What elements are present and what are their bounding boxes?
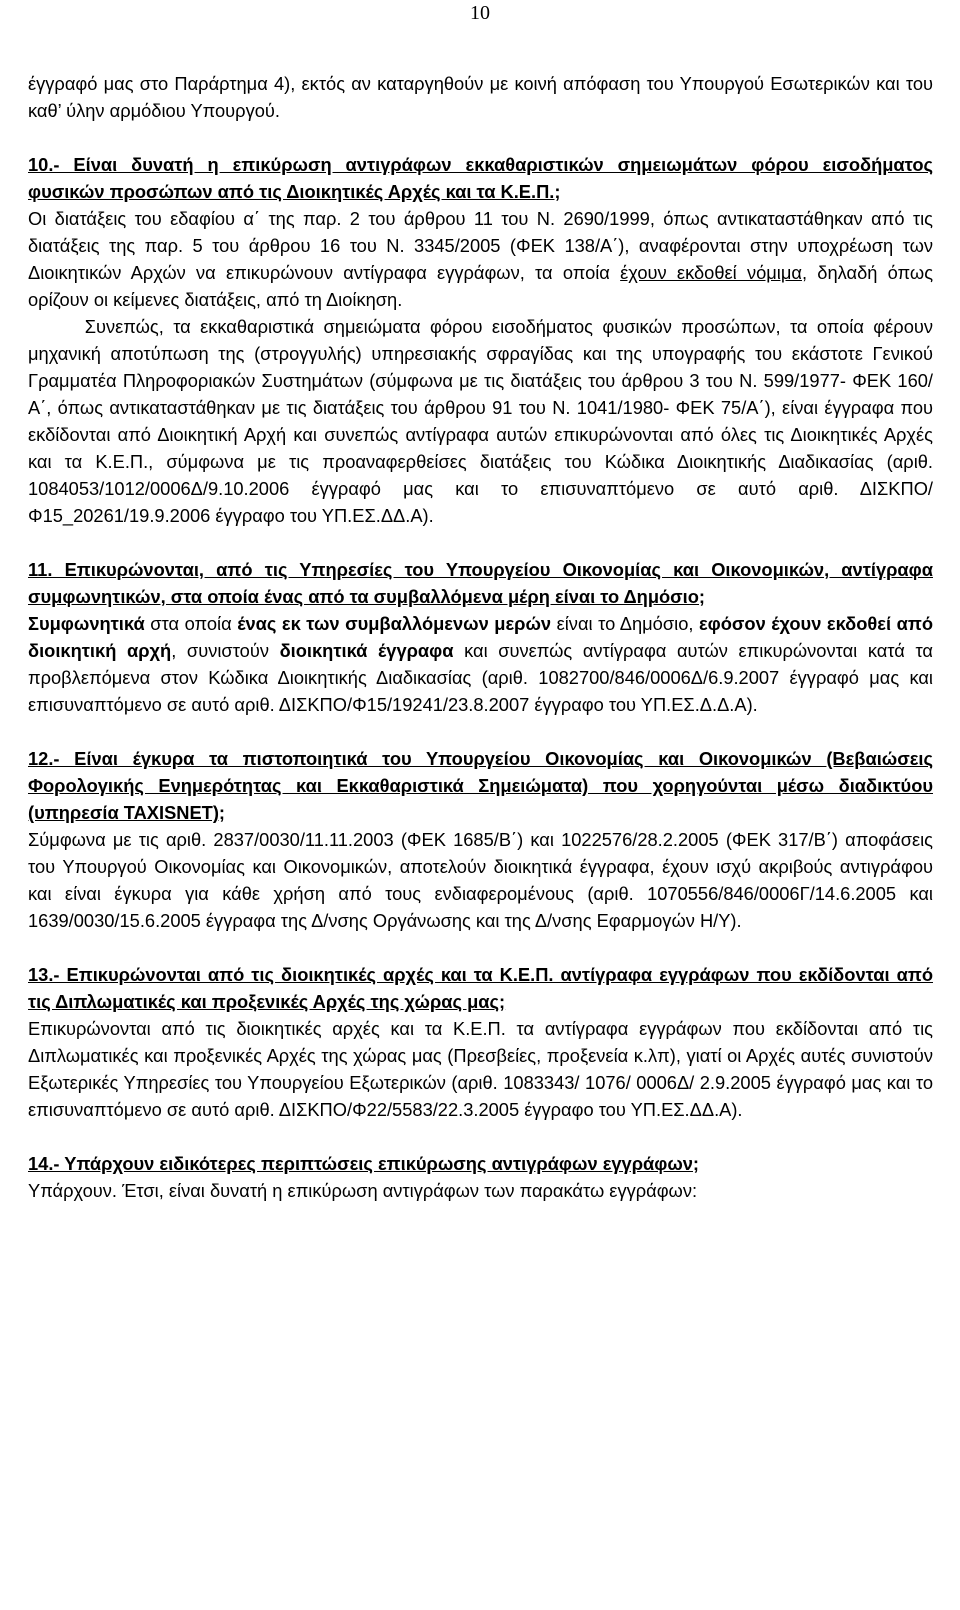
section-11-text-3: , συνιστούν (171, 640, 280, 661)
section-13-paragraph: Επικυρώνονται από τις διοικητικές αρχές και τα Κ.Ε.Π. τα αντίγραφα εγγράφων που εκδίδονται από τις Διπλωματικές και προξενικές Αρχές της χώρας μας (Πρεσβείες, προξενεία κ.λπ), γιατί οι Αρχές αυτές συνιστούν Εξωτερικές Υπηρεσίες του Υπουργείου Εξωτερικών (αριθ. 1083343/ 1076/ 0006Δ/ 2.9.2005 έγγραφό μας και το επισυναπτόμενο σε αυτό αριθ. ΔΙΣΚΠΟ/Φ22/5583/22.3.2005 έγγραφο του ΥΠ.ΕΣ.ΔΔ.Α). (28, 1018, 933, 1120)
section-11-bold-4: διοικητικά έγγραφα (279, 640, 454, 661)
section-11-paragraph (28, 610, 933, 718)
section-11-bold-3: εφόσον έχουν εκδοθεί από διοικητική αρχή (28, 613, 933, 661)
section-10-paragraph-1 (28, 205, 933, 313)
section-10-heading: 10.- Είναι δυνατή η επικύρωση αντιγράφων εκκαθαριστικών σημειωμάτων φόρου εισοδήματος φυσικών προσώπων από τις Διοικητικές Αρχές και τα Κ.Ε.Π.; (28, 154, 933, 202)
section-14-heading: 14.- Υπάρχουν ειδικότερες περιπτώσεις επικύρωσης αντιγράφων εγγράφων; (28, 1153, 700, 1174)
section-11-heading: 11. Επικυρώνονται, από τις Υπηρεσίες του Υπουργείου Οικονομίας και Οικονομικών, αντίγραφα συμφωνητικών, στα οποία ένας από τα συμβαλλόμενα μέρη είναι το Δημόσιο; (28, 559, 933, 607)
section-10-p1-underlined: έχουν εκδοθεί νόμιμα (620, 262, 802, 283)
section-11-bold-2: ένας εκ των συμβαλλόμενων μερών (237, 613, 552, 634)
section-11-text-2: είναι το Δημόσιο, (551, 613, 699, 634)
section-11-text-4: και συνεπώς αντίγραφα αυτών επικυρώνονται κατά τα προβλεπόμενα στον Κώδικα Διοικητικής Διαδικασίας (αριθ. 1082700/846/0006Δ/6.9.2007 έγγραφό μας και επισυναπτόμενο σε αυτό αριθ. ΔΙΣΚΠΟ/Φ15/19241/23.8.2007 έγγραφο του ΥΠ.ΕΣ.Δ.Δ.Α). (28, 640, 933, 715)
section-14-paragraph: Υπάρχουν. Έτσι, είναι δυνατή η επικύρωση αντιγράφων των παρακάτω εγγράφων: (28, 1180, 698, 1201)
section-10-paragraph-2: Συνεπώς, τα εκκαθαριστικά σημειώματα φόρου εισοδήματος φυσικών προσώπων, τα οποία φέρουν μηχανική αποτύπωση της (στρογγυλής) υπηρεσιακής σφραγίδας και της υπογραφής του εκάστοτε Γενικού Γραμματέα Πληροφοριακών Συστημάτων (σύμφωνα με τις διατάξεις του άρθρου 3 του Ν. 599/1977- ΦΕΚ 160/Α΄, όπως αντικαταστάθηκαν με τις διατάξεις του άρθρου 91 του Ν. 1041/1980- ΦΕΚ 75/Α΄), είναι έγγραφα που εκδίδονται από Διοικητική Αρχή και συνεπώς αντίγραφα αυτών επικυρώνονται από όλες τις Διοικητικές Αρχές και τα Κ.Ε.Π., σύμφωνα με τις προαναφερθείσες διατάξεις του Κώδικα Διοικητικής Διαδικασίας (αριθ. 1084053/1012/0006Δ/9.10.2006 έγγραφό μας και το επισυναπτόμενο σε αυτό αριθ. ΔΙΣΚΠΟ/Φ15_20261/19.9.2006 έγγραφο του ΥΠ.ΕΣ.ΔΔ.Α). (28, 316, 933, 526)
section-10-p1-text-end: , δηλαδή όπως ορίζουν οι κείμενες διατάξεις, από τη Διοίκηση. (28, 262, 933, 310)
section-12-paragraph: Σύμφωνα με τις αριθ. 2837/0030/11.11.2003 (ΦΕΚ 1685/Β΄) και 1022576/28.2.2005 (ΦΕΚ 317/Β΄) αποφάσεις του Υπουργού Οικονομίας και Οικονομικών, αποτελούν διοικητικά έγγραφα, έχουν ισχύ ακριβούς αντιγράφου και είναι έγκυρα για κάθε χρήση από τους ενδιαφερομένους (αριθ. 1070556/846/0006Γ/14.6.2005 και 1639/0030/15.6.2005 έγγραφα της Δ/νσης Οργάνωσης και της Δ/νσης Εφαρμογών Η/Υ). (28, 829, 933, 931)
section-13-heading: 13.- Επικυρώνονται από τις διοικητικές αρχές και τα Κ.Ε.Π. αντίγραφα εγγράφων που εκδίδονται από τις Διπλωματικές και προξενικές Αρχές της χώρας μας; (28, 964, 933, 1012)
section-11-bold-1: Συμφωνητικά (28, 613, 145, 634)
section-12-heading: 12.- Είναι έγκυρα τα πιστοποιητικά του Υπουργείου Οικονομίας και Οικονομικών (Βεβαιώσεις Φορολογικής Ενημερότητας και Εκκαθαριστικά Σημειώματα) που χορηγούνται μέσω διαδικτύου (υπηρεσία TAXISNET); (28, 748, 933, 823)
page-number: 10 (470, 2, 490, 24)
intro-paragraph: έγγραφό μας στο Παράρτημα 4), εκτός αν καταργηθούν με κοινή απόφαση του Υπουργού Εσωτερικών και του καθ’ ύλην αρμόδιου Υπουργού. (28, 73, 933, 121)
section-11-text-1: στα οποία (144, 613, 238, 634)
document-body (28, 70, 933, 1204)
section-10-p1-text: Οι διατάξεις του εδαφίου α΄ της παρ. 2 του άρθρου 11 του Ν. 2690/1999, όπως αντικαταστάθηκαν από τις διατάξεις της παρ. 5 του άρθρου 16 του Ν. 3345/2005 (ΦΕΚ 138/Α΄), αναφέρονται στην υποχρέωση των Διοικητικών Αρχών να επικυρώνουν αντίγραφα εγγράφων, τα οποία (28, 208, 933, 283)
